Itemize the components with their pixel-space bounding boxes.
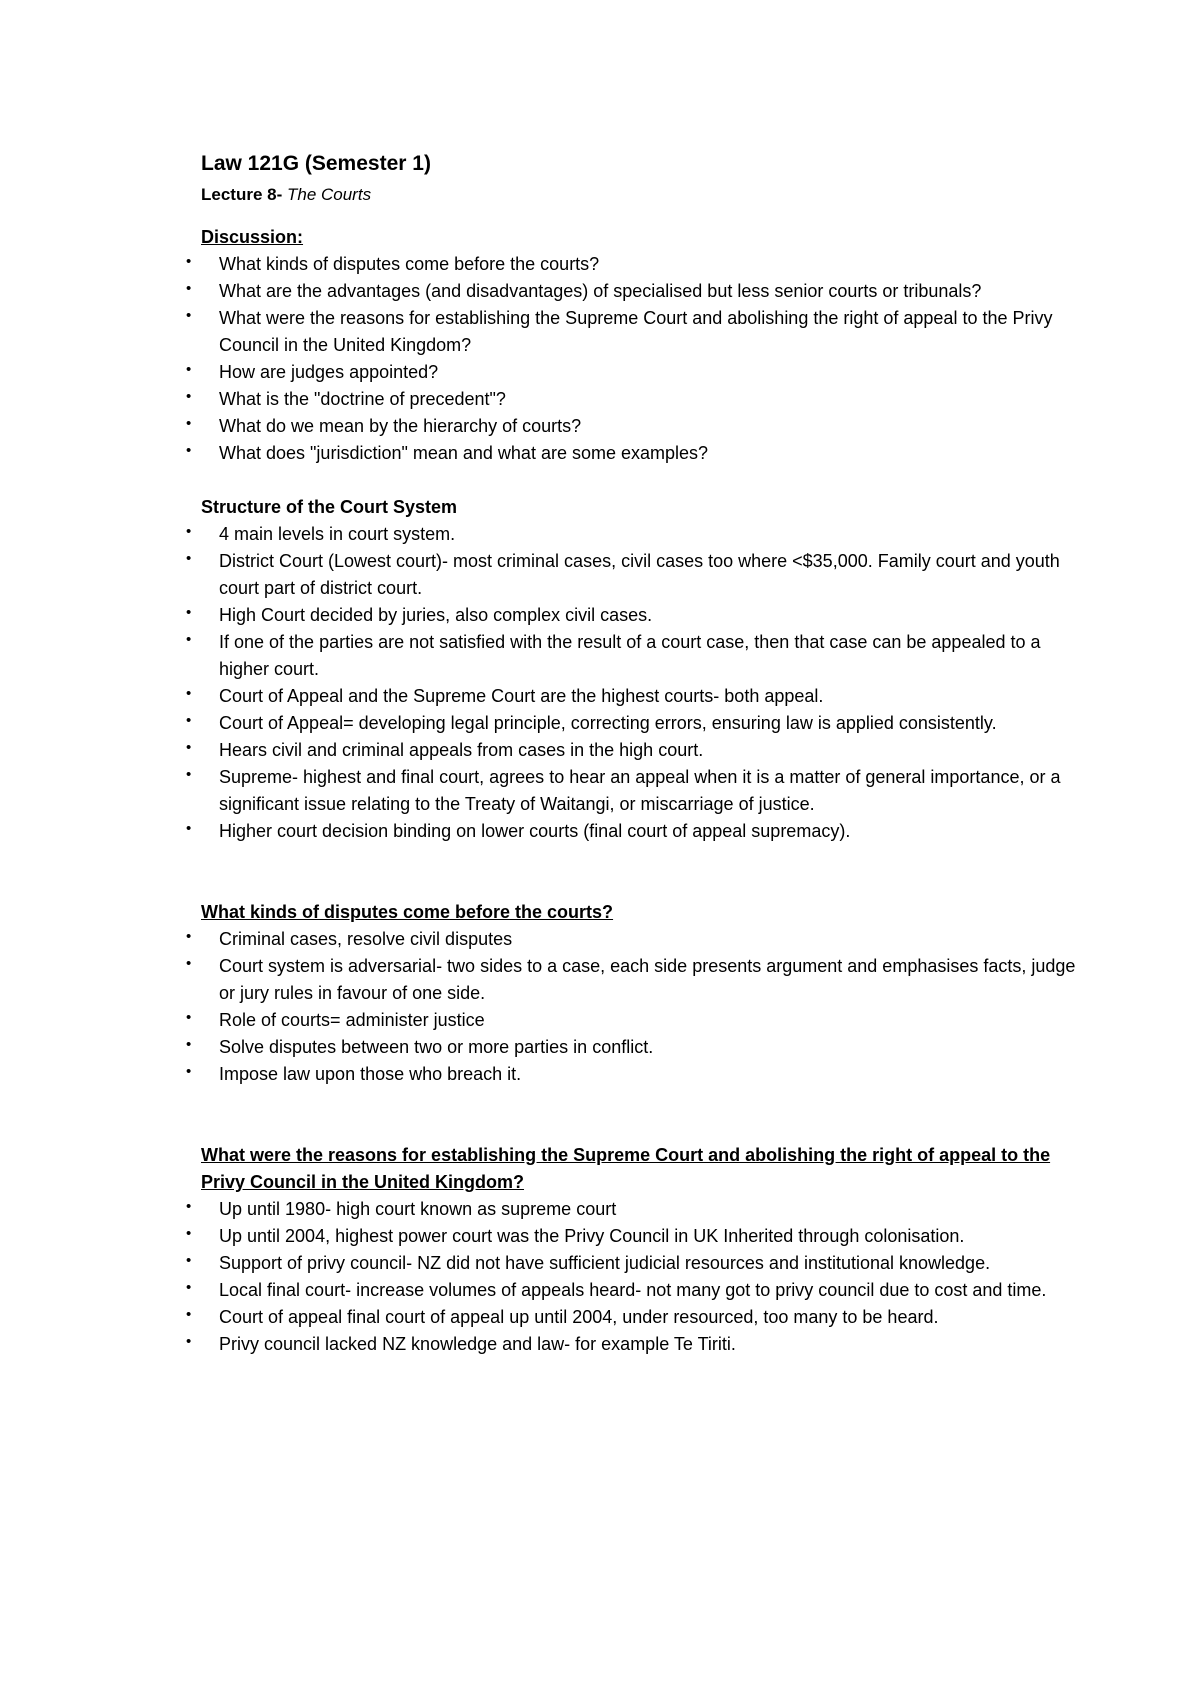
list-item: [186, 629, 1081, 683]
bullet-icon: •: [186, 253, 192, 270]
list-item: [186, 1196, 1081, 1223]
bullet-icon: •: [186, 1036, 192, 1053]
list-item: [186, 386, 1081, 413]
list-item: [186, 251, 1081, 278]
list-item-text: Up until 1980- high court known as supreme court: [219, 1199, 617, 1219]
list-item-text: Privy council lacked NZ knowledge and law- for example Te Tiriti.: [219, 1334, 736, 1354]
list-item: [186, 737, 1081, 764]
list-item-text: Court of appeal final court of appeal up until 2004, under resourced, too many to be heard.: [219, 1307, 939, 1327]
disputes-section: [186, 899, 1081, 1088]
bullet-icon: •: [186, 1225, 192, 1242]
bullet-icon: •: [186, 820, 192, 837]
lecture-label: Lecture 8-: [201, 185, 283, 204]
bullet-icon: •: [186, 388, 192, 405]
structure-list: [186, 521, 1081, 845]
list-item-text: High Court decided by juries, also complex civil cases.: [219, 605, 653, 625]
list-item-text: Criminal cases, resolve civil disputes: [219, 929, 513, 949]
list-item: [186, 440, 1081, 467]
reasons-section: [186, 1142, 1081, 1358]
bullet-icon: •: [186, 1252, 192, 1269]
discussion-heading: Discussion:: [201, 227, 304, 247]
bullet-icon: •: [186, 1279, 192, 1296]
document-title: Law 121G (Semester 1): [201, 152, 431, 175]
bullet-icon: •: [186, 685, 192, 702]
list-item-text: Local final court- increase volumes of appeals heard- not many got to privy council due to cost and time.: [219, 1280, 1047, 1300]
list-item: [186, 1223, 1081, 1250]
reasons-list: [186, 1196, 1081, 1358]
bullet-icon: •: [186, 442, 192, 459]
bullet-icon: •: [186, 1198, 192, 1215]
list-item: [186, 683, 1081, 710]
list-item-text: Support of privy council- NZ did not have sufficient judicial resources and institutional knowledge.: [219, 1253, 991, 1273]
spacer: [201, 467, 1081, 494]
list-item-text: What does "jurisdiction" mean and what are some examples?: [219, 443, 709, 463]
list-item-text: What were the reasons for establishing the Supreme Court and abolishing the right of appeal to the Privy Council in the United Kingdom?: [219, 308, 1053, 355]
list-item-text: Court of Appeal= developing legal principle, correcting errors, ensuring law is applied consistently.: [219, 713, 997, 733]
discussion-section: [186, 224, 1081, 467]
list-item-text: Higher court decision binding on lower courts (final court of appeal supremacy).: [219, 821, 851, 841]
spacer: [201, 845, 1081, 899]
bullet-icon: •: [186, 1009, 192, 1026]
list-item: [186, 548, 1081, 602]
list-item: [186, 710, 1081, 737]
disputes-heading: What kinds of disputes come before the courts?: [201, 902, 614, 922]
list-item: [186, 1061, 1081, 1088]
list-item-text: Impose law upon those who breach it.: [219, 1064, 522, 1084]
list-item-text: District Court (Lowest court)- most criminal cases, civil cases too where <$35,000. Family court and youth court part of district court.: [219, 551, 1060, 598]
list-item: [186, 764, 1081, 818]
bullet-icon: •: [186, 631, 192, 648]
structure-heading: Structure of the Court System: [201, 497, 458, 517]
list-item: [186, 953, 1081, 1007]
list-item: [186, 278, 1081, 305]
list-item-text: Court system is adversarial- two sides to a case, each side presents argument and emphasises facts, judge or jury rules in favour of one side.: [219, 956, 1076, 1003]
list-item: [186, 926, 1081, 953]
list-item-text: Court of Appeal and the Supreme Court are the highest courts- both appeal.: [219, 686, 824, 706]
spacer: [201, 1088, 1081, 1142]
list-item-text: Hears civil and criminal appeals from cases in the high court.: [219, 740, 704, 760]
list-item: [186, 818, 1081, 845]
bullet-icon: •: [186, 955, 192, 972]
lecture-topic: The Courts: [286, 185, 372, 204]
list-item: [186, 1034, 1081, 1061]
list-item-text: What do we mean by the hierarchy of courts?: [219, 416, 582, 436]
reasons-heading: What were the reasons for establishing the Supreme Court and abolishing the right of appeal to the Privy Council in the United Kingdom?: [201, 1145, 1051, 1192]
list-item-text: How are judges appointed?: [219, 362, 439, 382]
bullet-icon: •: [186, 739, 192, 756]
list-item-text: What kinds of disputes come before the courts?: [219, 254, 600, 274]
list-item: [186, 359, 1081, 386]
list-item: [186, 1331, 1081, 1358]
list-item-text: Up until 2004, highest power court was the Privy Council in UK Inherited through colonisation.: [219, 1226, 965, 1246]
list-item: [186, 305, 1081, 359]
list-item: [186, 1277, 1081, 1304]
structure-section: [186, 494, 1081, 845]
bullet-icon: •: [186, 415, 192, 432]
list-item-text: 4 main levels in court system.: [219, 524, 456, 544]
list-item: [186, 1007, 1081, 1034]
list-item-text: What is the "doctrine of precedent"?: [219, 389, 506, 409]
bullet-icon: •: [186, 604, 192, 621]
bullet-icon: •: [186, 1333, 192, 1350]
list-item-text: Role of courts= administer justice: [219, 1010, 485, 1030]
bullet-icon: •: [186, 280, 192, 297]
list-item: [186, 1304, 1081, 1331]
bullet-icon: •: [186, 928, 192, 945]
list-item: [186, 602, 1081, 629]
bullet-icon: •: [186, 1306, 192, 1323]
discussion-list: [186, 251, 1081, 467]
list-item: [186, 1250, 1081, 1277]
document-body: [186, 150, 1081, 1358]
list-item-text: What are the advantages (and disadvantages) of specialised but less senior courts or tribunals?: [219, 281, 982, 301]
bullet-icon: •: [186, 712, 192, 729]
bullet-icon: •: [186, 523, 192, 540]
bullet-icon: •: [186, 1063, 192, 1080]
disputes-list: [186, 926, 1081, 1088]
bullet-icon: •: [186, 307, 192, 324]
list-item: [186, 413, 1081, 440]
list-item-text: Solve disputes between two or more parties in conflict.: [219, 1037, 654, 1057]
lecture-line: [201, 182, 1081, 208]
list-item-text: Supreme- highest and final court, agrees to hear an appeal when it is a matter of general importance, or a significant issue relating to the Treaty of Waitangi, or miscarriage of justice.: [219, 767, 1061, 814]
list-item: [186, 521, 1081, 548]
bullet-icon: •: [186, 550, 192, 567]
bullet-icon: •: [186, 361, 192, 378]
list-item-text: If one of the parties are not satisfied with the result of a court case, then that case can be appealed to a higher court.: [219, 632, 1041, 679]
bullet-icon: •: [186, 766, 192, 783]
